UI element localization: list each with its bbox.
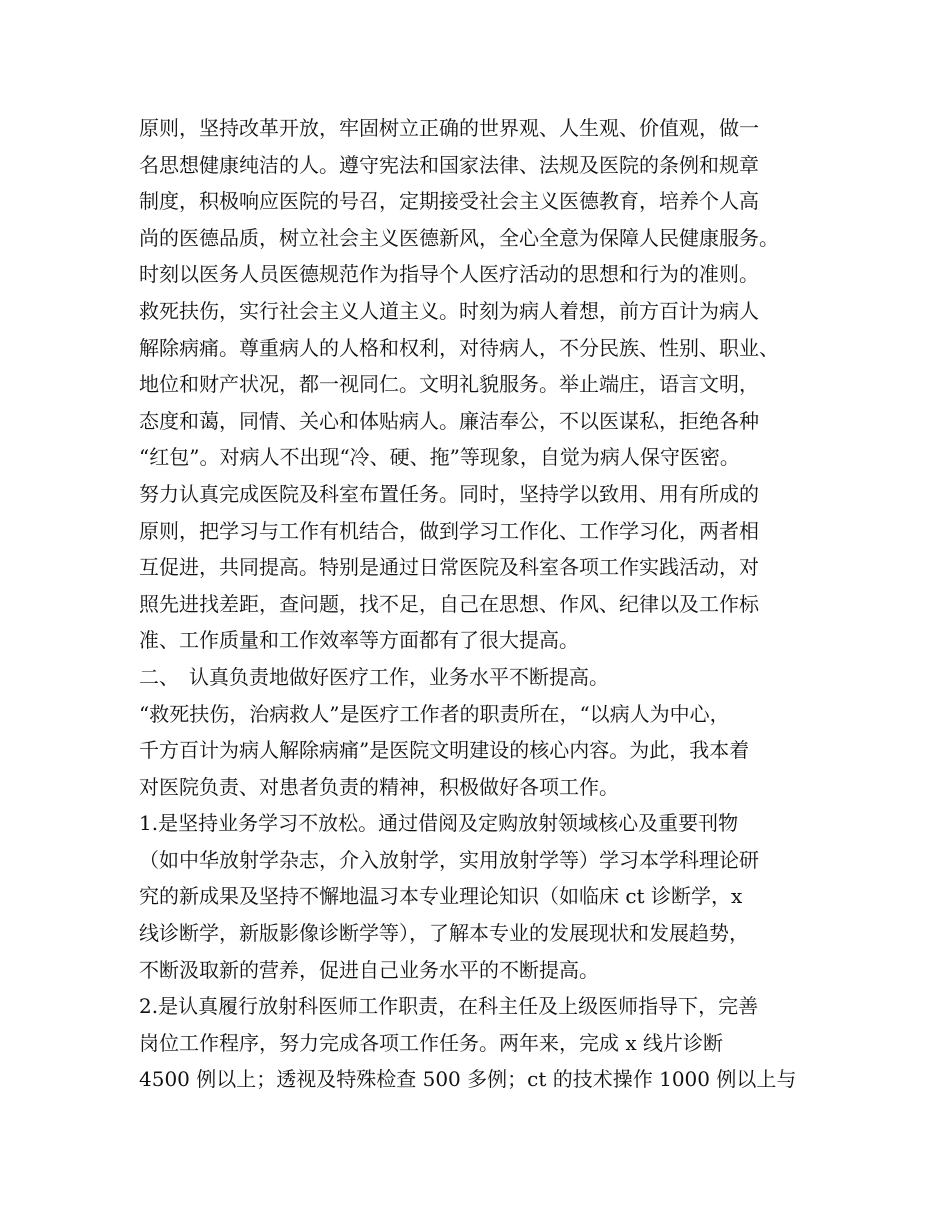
text-line: 名思想健康纯洁的人。遵守宪法和国家法律、法规及医院的条例和规章 <box>139 152 759 177</box>
text-line: “救死扶伤，治病救人”是医疗工作者的职责所在，“以病人为中心， <box>139 701 730 726</box>
text-line: 对医院负责、对患者负责的精神，积极做好各项工作。 <box>139 774 619 799</box>
text-line: “红包”。对病人不出现“冷、硬、拖”等现象，自觉为病人保守医密。 <box>139 445 740 470</box>
list-item-1: 1.是坚持业务学习不放松。通过借阅及定购放射领域核心及重要刊物 <box>139 811 739 836</box>
text-line: 准、工作质量和工作效率等方面都有了很大提高。 <box>139 628 579 653</box>
text-line: 岗位工作程序，努力完成各项工作任务。两年来，完成 x 线片诊断 <box>139 1030 723 1055</box>
text-line: 尚的医德品质，树立社会主义医德新风，全心全意为保障人民健康服务。 <box>139 225 779 250</box>
section-heading: 二、 认真负责地做好医疗工作，业务水平不断提高。 <box>139 664 609 689</box>
text-line: 照先进找差距，查问题，找不足，自己在思想、作风、纪律以及工作标 <box>139 591 759 616</box>
body-text <box>139 110 829 1098</box>
text-line: 制度，积极响应医院的号召，定期接受社会主义医德教育，培养个人高 <box>139 189 759 214</box>
text-line: 线诊断学，新版影像诊断学等），了解本专业的发展现状和发展趋势， <box>139 921 749 946</box>
text-line: 努力认真完成医院及科室布置任务。同时，坚持学以致用、用有所成的 <box>139 481 759 506</box>
text-line: 解除病痛。尊重病人的人格和权利，对待病人，不分民族、性别、职业、 <box>139 335 779 360</box>
text-line: 地位和财产状况，都一视同仁。文明礼貌服务。举止端庄，语言文明， <box>139 372 759 397</box>
text-line: 救死扶伤，实行社会主义人道主义。时刻为病人着想，前方百计为病人 <box>139 298 759 323</box>
text-line: 态度和蔼，同情、关心和体贴病人。廉洁奉公，不以医谋私，拒绝各种 <box>139 408 759 433</box>
text-line: （如中华放射学杂志，介入放射学，实用放射学等）学习本学科理论研 <box>139 847 759 872</box>
text-line: 究的新成果及坚持不懈地温习本专业理论知识（如临床 ct 诊断学，x <box>139 884 743 909</box>
text-line: 时刻以医务人员医德规范作为指导个人医疗活动的思想和行为的准则。 <box>139 262 759 287</box>
text-line: 千方百计为病人解除病痛”是医院文明建设的核心内容。为此，我本着 <box>139 738 750 763</box>
list-item-2: 2.是认真履行放射科医师工作职责，在科主任及上级医师指导下，完善 <box>139 994 759 1019</box>
text-line: 原则，坚持改革开放，牢固树立正确的世界观、人生观、价值观，做一 <box>139 116 759 140</box>
text-line: 不断汲取新的营养，促进自己业务水平的不断提高。 <box>139 957 599 982</box>
text-line: 4500 例以上；透视及特殊检查 500 多例；ct 的技术操作 1000 例以上与 <box>139 1067 797 1092</box>
text-line: 互促进，共同提高。特别是通过日常医院及科室各项工作实践活动，对 <box>139 555 759 580</box>
text-line: 原则，把学习与工作有机结合，做到学习工作化、工作学习化，两者相 <box>139 518 759 543</box>
